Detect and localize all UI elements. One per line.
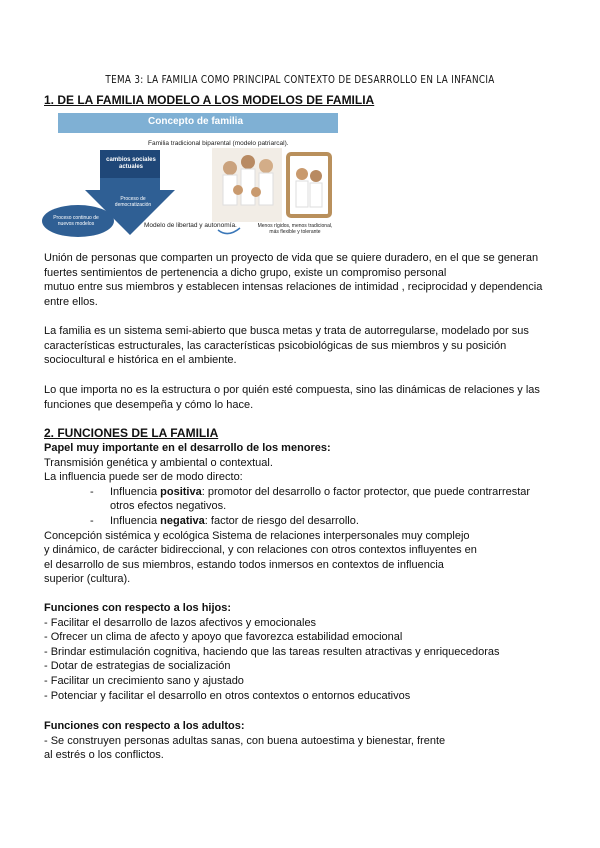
section-2-subheading: Papel muy importante en el desarrollo de los menores: xyxy=(44,442,331,454)
text-line: Lo que importa no es la estructura o por quién esté compuesta, sino las dinámicas de relaciones y las xyxy=(44,384,540,396)
paragraph-definition xyxy=(44,251,559,309)
text-line: La influencia puede ser de modo directo: xyxy=(44,471,243,484)
text-line: funciones que desempeña y cómo lo hace. xyxy=(44,398,254,411)
ellipse-label: Proceso continuo de nuevos modelos xyxy=(53,215,99,227)
list-item: - Dotar de estrategias de socialización xyxy=(44,660,231,673)
text-line: Transmisión genética y ambiental o contextual. xyxy=(44,456,273,469)
list-item: - Se construyen personas adultas sanas, con buena autoestima y bienestar, frente xyxy=(44,734,446,747)
text-line: y dinámico, de carácter bidireccional, y con relaciones con otros contextos influyentes en xyxy=(44,544,477,557)
bullet-text: Influencia xyxy=(110,514,161,527)
adults-functions-heading: Funciones con respecto a los adultos: xyxy=(44,720,245,732)
text-line: Unión de personas que comparten un proyecto de vida que se quiere duradero, en el que se generan xyxy=(44,252,539,264)
bullet-item-positive xyxy=(44,485,559,514)
list-item: al estrés o los conflictos. xyxy=(44,749,164,762)
document-title: TEMA 3: LA FAMILIA COMO PRINCIPAL CONTEXTO DE DESARROLLO EN LA INFANCIA xyxy=(105,73,495,86)
text-line: Concepción sistémica y ecológica Sistema de relaciones interpersonales muy complejo xyxy=(44,529,470,542)
text-line: fuertes sentimientos de pertenencia a dicho grupo, existe un compromiso personal xyxy=(44,266,447,279)
text-line: entre ellos. xyxy=(44,295,98,308)
bullet-text: : promotor del desarrollo o factor protector, que puede contrarrestar xyxy=(201,485,531,498)
functions-adults xyxy=(44,719,559,763)
paragraph-system xyxy=(44,324,559,368)
figure-caption-top: Familia tradicional biparental (modelo patriarcal). xyxy=(148,140,289,147)
children-functions-heading: Funciones con respecto a los hijos: xyxy=(44,602,232,614)
text-line: La familia es un sistema semi-abierto que busca metas y trata de autorregularse, modelado por sus xyxy=(44,325,529,337)
list-item: - Ofrecer un clima de afecto y apoyo que favorezca estabilidad emocional xyxy=(44,631,403,644)
functions-children xyxy=(44,601,559,703)
arrow-label-small: Proceso de democratización xyxy=(114,196,152,208)
text-line: sociocultural e histórica en el ambiente. xyxy=(44,354,237,367)
list-item: - Facilitar el desarrollo de lazos afectivos y emocionales xyxy=(44,616,317,629)
modern-family-frame-photo xyxy=(288,154,330,216)
figure-banner-title: Concepto de familia xyxy=(148,116,244,127)
bullet-dash: - xyxy=(90,485,94,498)
text-line: el desarrollo de sus miembros, estando todos inmersos en contextos de influencia xyxy=(44,558,444,571)
figure-caption-mid: Modelo de libertad y autonomía. xyxy=(144,222,237,229)
traditional-family-photo xyxy=(212,148,282,222)
list-item: - Facilitar un crecimiento sano y ajustado xyxy=(44,674,244,687)
section-2-heading: 2. FUNCIONES DE LA FAMILIA xyxy=(44,426,219,440)
concept-of-family-figure xyxy=(40,110,340,250)
bullet-text: : factor de riesgo del desarrollo. xyxy=(204,514,359,527)
bullet-bold: negativa xyxy=(160,514,205,527)
text-line: superior (cultura). xyxy=(44,573,131,586)
bullet-dash: - xyxy=(90,514,94,527)
list-item: - Potenciar y facilitar el desarrollo en otros contextos o entornos educativos xyxy=(44,689,411,702)
figure-banner xyxy=(58,113,338,133)
section-1-heading: 1. DE LA FAMILIA MODELO A LOS MODELOS DE FAMILIA xyxy=(44,93,375,107)
arrow-label-bold: cambios sociales actuales xyxy=(106,157,156,170)
bullet-text: Influencia xyxy=(110,485,161,498)
text-line: características estructurales, las características psicobiológicas de sus miembros y su posición xyxy=(44,339,507,352)
paragraph-dynamics xyxy=(44,383,559,412)
list-item: - Brindar estimulación cognitiva, haciendo que las tareas resulten atractivas y enriquecedoras xyxy=(44,645,500,658)
text-line: mutuo entre sus miembros y establecen intensas relaciones de intimidad , reciprocidad y dependencia xyxy=(44,281,543,294)
section-2-body xyxy=(44,441,559,587)
figure-caption-right: Menos rígidos, menos tradicional, más flexible y tolerante xyxy=(257,223,333,235)
bullet-bold: positiva xyxy=(160,485,202,498)
bullet-continuation: otros efectos negativos. xyxy=(110,500,227,513)
bullet-item-negative xyxy=(44,514,559,529)
